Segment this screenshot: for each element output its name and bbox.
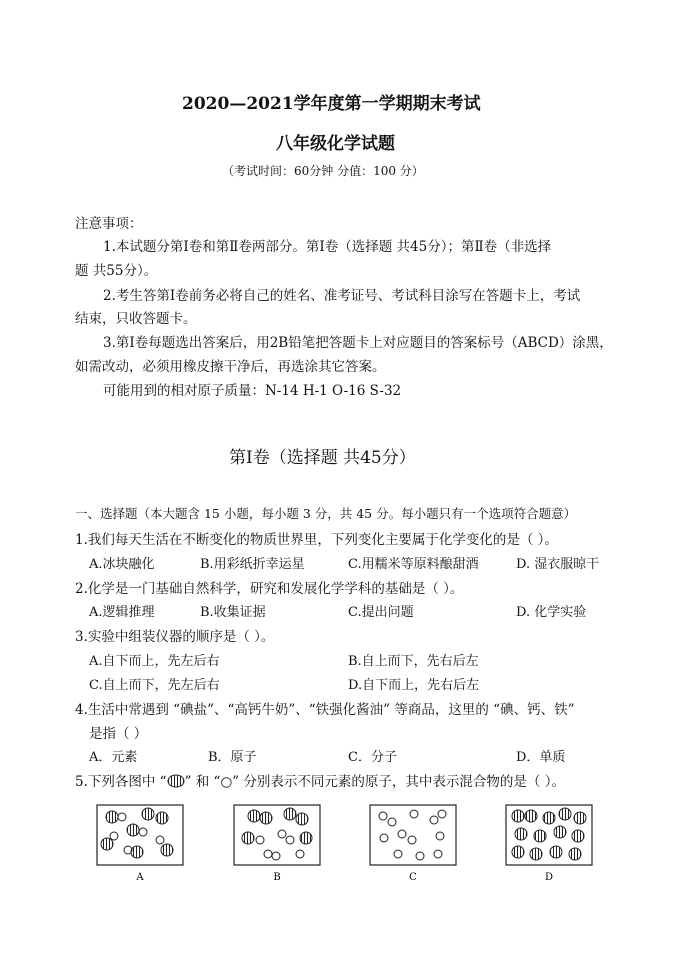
q3-option-b: B.自上而下，先右后左: [348, 654, 479, 669]
question-4-stem-cont: 是指（ ）: [89, 726, 148, 742]
figure-c: [370, 805, 456, 883]
q2-option-d: D. 化学实验: [516, 605, 587, 620]
q1-option-d: D. 湿衣服晾干: [516, 557, 600, 572]
q2-option-b: B.收集证据: [200, 605, 266, 620]
section-title: 第Ⅰ卷（选择题 共45分）: [229, 448, 416, 468]
figure-b: [234, 805, 320, 883]
exam-title: 2020—2021学年度第一学期期末考试: [182, 94, 481, 114]
q5-stem-part1: 5.下列各图中 “: [75, 774, 167, 790]
q3-option-d: D.自下而上，先右后左: [348, 678, 480, 693]
note-line: 1.本试题分第Ⅰ卷和第Ⅱ卷两部分。第Ⅰ卷（选择题 共45分）；第Ⅱ卷（非选择: [103, 239, 552, 255]
q1-option-c: C.用糯米等原料酿甜酒: [348, 557, 479, 572]
notes-heading: 注意事项：: [75, 216, 143, 232]
q5-figures: [0, 798, 688, 908]
q4-option-c: C．分子: [348, 750, 397, 765]
question-1-stem: 1.我们每天生活在不断变化的物质世界里，下列变化主要属于化学变化的是（ ）。: [75, 532, 558, 548]
figure-c-label: C: [409, 872, 417, 883]
question-3-stem: 3.实验中组装仪器的顺序是（ ）。: [75, 629, 275, 645]
q4-option-a: A．元素: [89, 750, 138, 765]
note-line: 题 共55分）。: [75, 263, 158, 279]
q1-option-b: B.用彩纸折幸运星: [200, 557, 305, 572]
q4-option-d: D．单质: [516, 750, 566, 765]
note-line: 3.第Ⅰ卷每题选出答案后，用2B铅笔把答题卡上对应题目的答案标号（ABCD）涂黑，: [103, 335, 613, 351]
figure-a-label: A: [136, 872, 144, 883]
figure-d: [506, 805, 592, 883]
q5-stem-part2: ” 和 “○” 分别表示不同元素的原子，其中表示混合物的是（ ）。: [184, 774, 565, 790]
q3-option-c: C.自上而下，先左后右: [89, 678, 220, 693]
question-5-stem: [75, 770, 565, 790]
exam-subtitle: 八年级化学试题: [276, 134, 395, 154]
note-line: 2.考生答第Ⅰ卷前务必将自己的姓名、准考证号、考试科目涂写在答题卡上，考试: [103, 288, 581, 304]
note-line: 结束，只收答题卡。: [75, 311, 197, 327]
hatched-atom-icon: [167, 774, 185, 788]
q4-option-b: B．原子: [208, 750, 257, 765]
q2-option-a: A.逻辑推理: [89, 605, 155, 620]
exam-info: （考试时间：60分钟 分值：100 分）: [222, 164, 424, 178]
section-instruction: 一、选择题（本大题含 15 小题，每小题 3 分，共 45 分。每小题只有一个选项符合题意）: [75, 506, 577, 521]
figure-a: [97, 805, 183, 883]
question-2-stem: 2.化学是一门基础自然科学，研究和发展化学学科的基础是（ ）。: [75, 581, 464, 597]
q1-option-a: A.冰块融化: [89, 557, 155, 572]
question-4-stem: 4.生活中常遇到 “碘盐”、“高钙牛奶”、“铁强化酱油” 等商品，这里的 “碘、钙、铁”: [75, 702, 575, 718]
note-line: 可能用到的相对原子质量：N-14 H-1 O-16 S-32: [103, 383, 402, 399]
q3-option-a: A.自下而上，先左后右: [89, 654, 220, 669]
figure-b-label: B: [273, 872, 281, 883]
figure-d-label: D: [544, 872, 554, 883]
note-line: 如需改动，必须用橡皮擦干净后，再选涂其它答案。: [75, 359, 386, 375]
q2-option-c: C.提出问题: [348, 605, 414, 620]
